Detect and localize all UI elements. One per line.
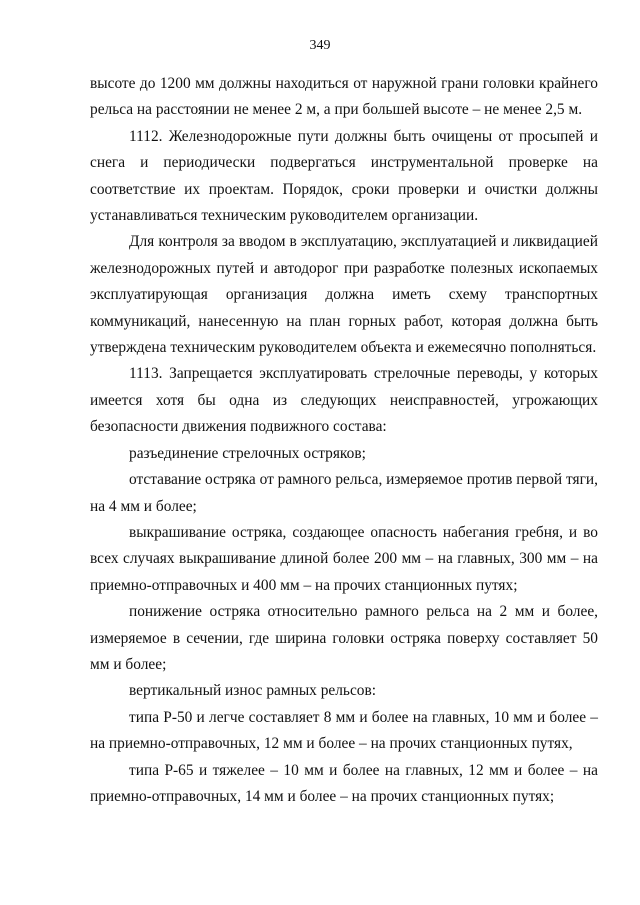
- list-item-switch-disconnection: разъединение стрелочных остряков;: [129, 444, 366, 462]
- list-item-point-lowering: понижение остряка относительно рамного рельса на 2 мм и более, измеряемое в сечении, где ширина головки остряка поверху составляет 50 мм и более;: [90, 603, 598, 673]
- document-body: [90, 71, 598, 810]
- paragraph-continuation: высоте до 1200 мм должны находиться от наружной грани головки крайнего рельса на расстоянии не менее 2 м, а при большей высоте – не менее 2,5 м.: [90, 75, 598, 119]
- paragraph-control-scheme: Для контроля за вводом в эксплуатацию, эксплуатацией и ликвидацией железнодорожных путей и автодорог при разработке полезных ископаемых эксплуатирующая организация должна иметь схему транспортных коммуникаций, нанесенную на план горных работ, которая должна быть утверждена техническим руководителем объекта и ежемесячно пополняться.: [90, 233, 598, 357]
- page-number: 349: [309, 38, 331, 53]
- list-item-point-gap: отставание остряка от рамного рельса, измеряемое против первой тяги, на 4 мм и более;: [90, 471, 598, 515]
- paragraph-item-1112: 1112. Железнодорожные пути должны быть очищены от просыпей и снега и периодически подвергаться инструментальной проверке на соответствие их проектам. Порядок, сроки проверки и очистки должны устанавливаться техническим руководителем организации.: [90, 127, 598, 225]
- list-item-wear-p65: типа Р-65 и тяжелее – 10 мм и более на главных, 12 мм и более – на приемно-отправочных, 14 мм и более – на прочих станционных путях;: [90, 761, 598, 805]
- list-item-wear-p50: типа Р-50 и легче составляет 8 мм и более на главных, 10 мм и более – на приемно-отправочных, 12 мм и более – на прочих станционных путях,: [90, 708, 598, 753]
- list-item-vertical-wear: вертикальный износ рамных рельсов:: [129, 682, 377, 700]
- paragraph-item-1113: 1113. Запрещается эксплуатировать стрелочные переводы, у которых имеется хотя бы одна из следующих неисправностей, угрожающих безопасности движения подвижного состава:: [90, 365, 598, 436]
- list-item-point-chipping: выкрашивание остряка, создающее опасность набегания гребня, и во всех случаях выкрашивание длиной более 200 мм – на главных, 300 мм – на приемно-отправочных и 400 мм – на прочих станционных путях;: [90, 523, 598, 594]
